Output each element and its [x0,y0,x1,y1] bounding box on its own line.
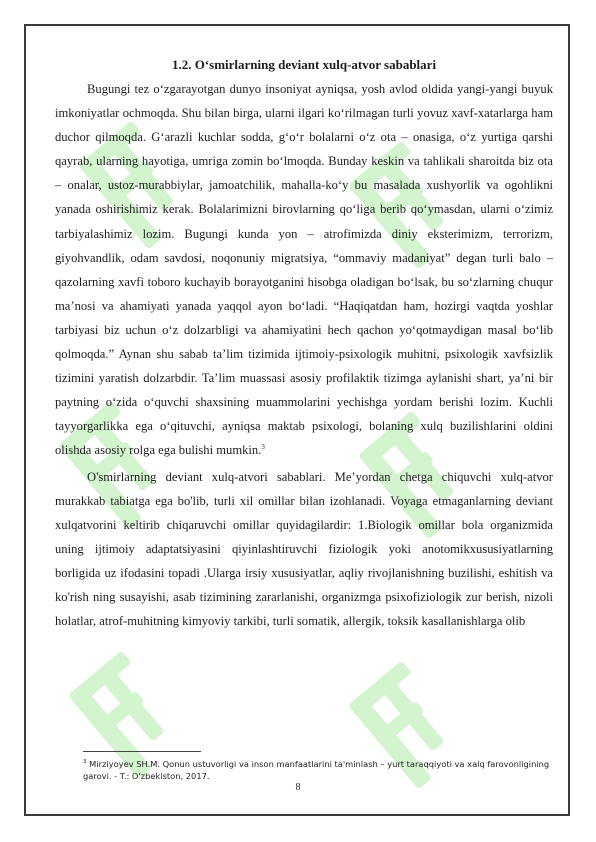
footnote-text: Mirziyoyev SH.M. Qonun ustuvorligi va inson manfaatlarini ta'minlash – yurt taraqqiyoti va xalq farovonligining garovi. - T.: O'zbekiston, 2017. [83,758,550,782]
document-body [55,56,553,633]
paragraph-intro [55,77,553,463]
footnote-marker: 3 [83,759,87,765]
page-number: 8 [295,782,301,793]
footnote-separator [83,751,201,752]
footnote-reference[interactable]: 3 [261,443,265,452]
section-title: 1.2. O‘smirlarning deviant xulq-atvor sabablari [171,57,437,72]
paragraph-intro-text: Bugungi tez o‘zgarayotgan dunyo insoniyat ayniqsa, yosh avlod oldida yangi-yangi buyuk imkoniyatlar ochmoqda. Shu bilan birga, ularni ilgari ko‘rilmagan turli yovuz xavf-xatarlarga ham duchor qilmoqda. G‘arazli kuchlar sodda, g‘o‘r bolalarni o‘z ota – onasiga, o‘z yurtiga qarshi qayrab, ularning hayotiga, umriga zomin bo‘lmoqda. Bunday keskin va tahlikali sharoitda biz ota – onalar, ustoz-murabbiylar, jamoatchilik, mahalla-ko‘y bu masalada xushyorlik va ogohlikni yanada oshirishimiz kerak. Bolalarimizni birovlarning qo‘liga berib qo‘ymasdan, ularni o‘zimiz tarbiyalashimiz lozim. Bugungi kunda yon – atrofimizda diniy eksterimizm, terrorizm, giyohvandlik, odam savdosi, noqonuniy migratsiya, “ommaviy madaniyat” degan turli balo – qazolarning xavfi toboro kuchayib borayotganini hisobga oladigan bo‘lsak, bu so‘zlarning chuqur ma’nosi va ahamiyati yanada yaqqol ayon bo‘ladi. “Haqiqatdan ham, hozirgi vaqtda yoshlar tarbiyasi biz uchun o‘z dolzarbligi va ahamiyatini hech qachon yo‘qotmaydigan masal bo‘lib qolmoqda.” Aynan shu sabab ta’lim tizimida ijtimoiy-psixologik muhitni, psixologik xavfsizlik tizimini yaratish dolzarbdir. Ta’lim muassasi asosiy profilaktik tizimga aylanishi shart, ya’ni bir paytning o‘zida o‘quvchi shaxsining muammolarini yechishga yordam berishi lozim. Kuchli tayyorgarlikka ega o‘qituvchi, ayniqsa maktab psixologi, bolaning xulq buzilishlarini oldini olishda asosiy rolga ega bulishi mumkin. [55,82,553,458]
footnote [83,756,553,783]
paragraph-causes: O'smirlarning deviant xulq-atvori sabablari. Me’yordan chetga chiquvchi xulq-atvor murakkab tabiatga ega bo'lib, turli xil omillar bilan izohlanadi. Voyaga etmaganlarning deviant xulqatvorini keltirib chiqaruvchi omillar quyidagilardir: 1.Biologik omillar bola organizmida uning ijtimoiy adaptatsiyasini qiyinlashtiruvchi fiziologik yoki anotomikxususiyatlarning borligida uz ifodasini topadi .Ularga irsiy xususiyatlar, aqliy rivojlanishning buzilishi, eshitish va ko'rish ning susayishi, asab tizimining zararlanishi, organizmga psixofiziologik zur berish, nizoli holatlar, atrof-muhitning kimyoviy tarkibi, turli somatik, allergik, toksik kasallanishlarga olib [55,469,553,629]
